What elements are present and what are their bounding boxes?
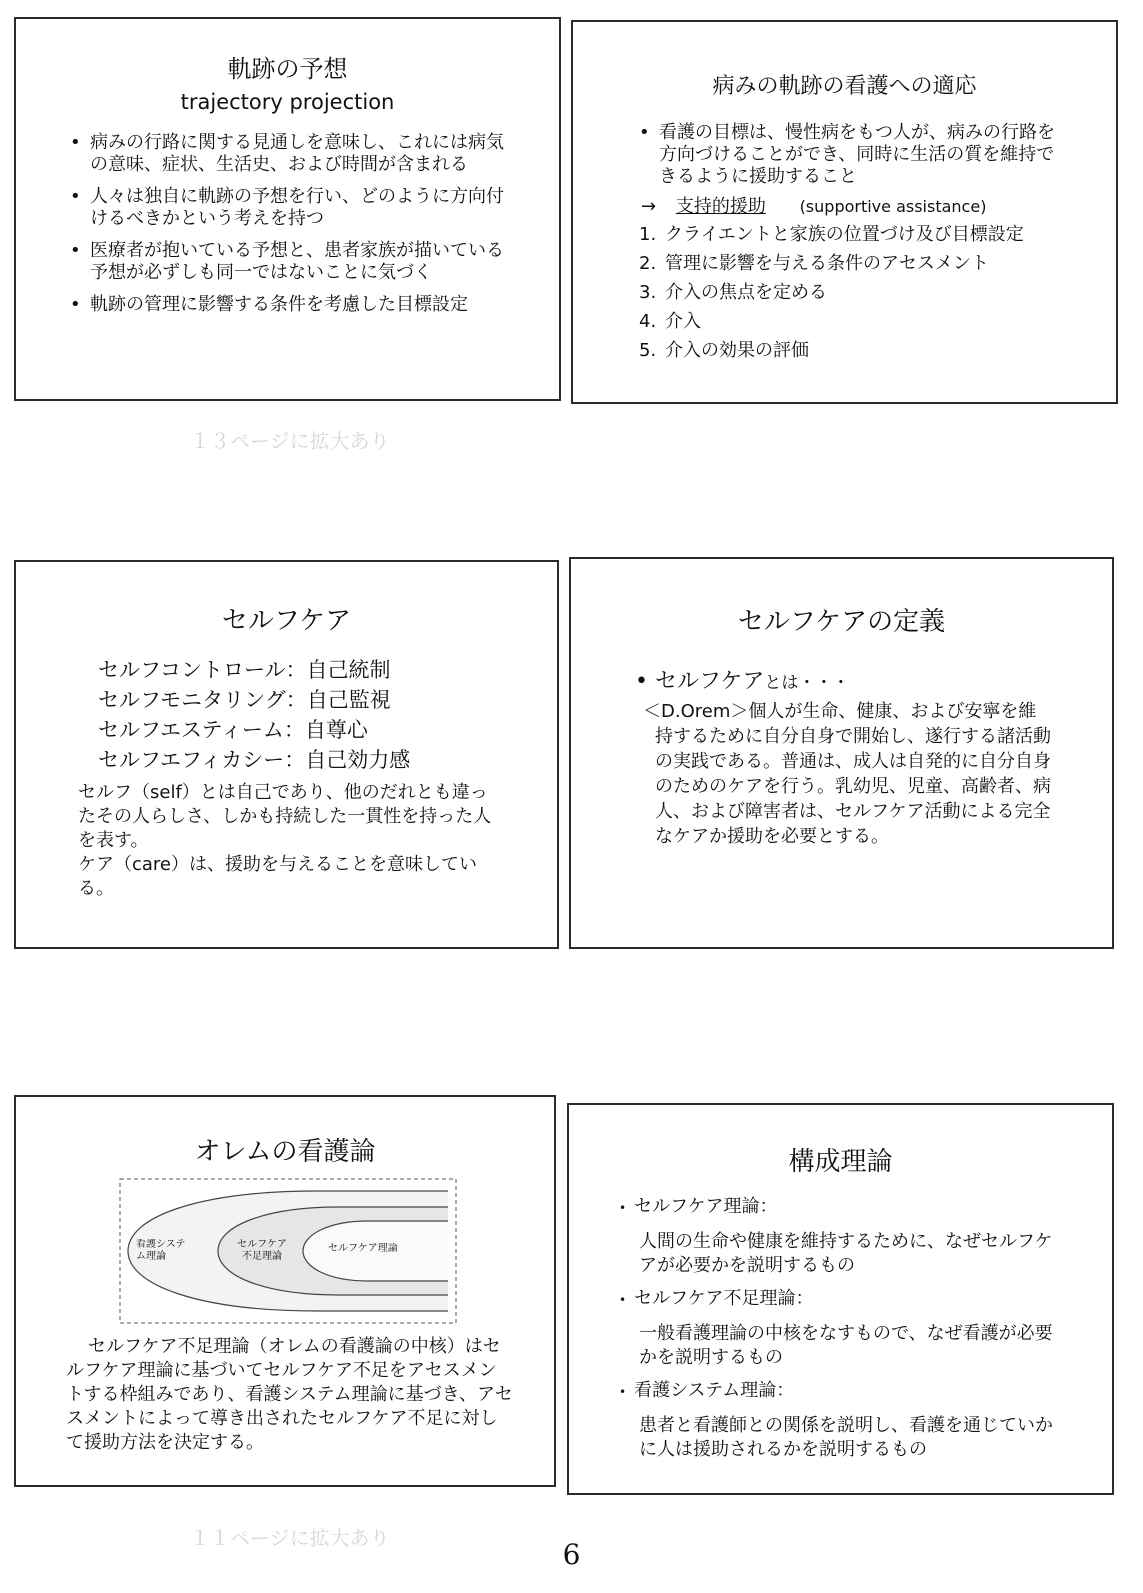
slide-component-theories	[567, 1103, 1114, 1495]
definition-heading: • セルフケアとは・・・	[635, 669, 850, 694]
theory-label: • セルフケア理論：	[619, 1196, 778, 1217]
definition-intro: とは・・・	[764, 673, 850, 693]
diagram-label-middle: セルフケア不足理論	[237, 1239, 287, 1262]
slide-title: セルフケアの定義	[737, 607, 946, 637]
orem-definition: ＜D.Orem＞個人が生命、健康、および安寧を維持するために自分自身で開始し、遂行する諸活動の実践である。普通は、成人は自発的に自分自身のためのケアを行う。乳幼児、児童、高齢者、病人、および障害者は、セルフケア活動による完全なケアか援助を必要とする。	[643, 701, 1051, 847]
slide-orem-nursing-theory	[14, 1095, 556, 1487]
theory-list	[619, 1192, 1066, 1462]
orem-theory-description: セルフケア不足理論（オレムの看護論の中核）はセルフケア理論に基づいてセルフケア不足をアセスメントする枠組みであり、看護システム理論に基づき、アセスメントによって導き出されたセルフケア不足に対して援助方法を決定する。	[66, 1336, 513, 1453]
theory-item	[619, 1284, 1066, 1370]
diagram-label-outer: 看護システム理論	[136, 1239, 186, 1262]
list-item: • 病みの行路に関する見通しを意味し、これには病気の意味、症状、生活史、および時間が含まれる	[68, 132, 519, 176]
slide-trajectory-projection	[14, 17, 561, 401]
theory-desc: 人間の生命や健康を維持するために、なぜセルフケアが必要かを説明するもの	[639, 1231, 1053, 1276]
theory-item	[619, 1192, 1066, 1278]
self-care-term: セルフケア	[654, 669, 765, 694]
list-item: 3. 介入の焦点を定める	[639, 281, 827, 303]
term-self-monitoring: セルフモニタリング：自己監視	[98, 688, 391, 712]
theory-label: • 看護システム理論：	[619, 1380, 795, 1401]
term-self-esteem: セルフエスティーム：自尊心	[98, 718, 368, 742]
term-self-efficacy: セルフエフィカシー：自己効力感	[98, 748, 411, 772]
slide-title: セルフケア	[221, 606, 352, 636]
slide-self-care	[14, 560, 559, 949]
term-self-control: セルフコントロール：自己統制	[98, 658, 391, 682]
diagram-label-inner: セルフケア理論	[328, 1243, 398, 1254]
theory-diagram	[118, 1177, 458, 1325]
slide-title: オレムの看護論	[194, 1137, 376, 1167]
list-item: • 医療者が抱いている予想と、患者家族が描いている予想が必ずしも同一ではないことに気づく	[68, 240, 519, 284]
bleed-through-1: １３ページに拡大あり	[190, 429, 390, 453]
arrow-icon: →	[641, 195, 657, 217]
theory-desc: 患者と看護師との関係を説明し、看護を通じていかに人は援助されるかを説明するもの	[639, 1415, 1053, 1460]
list-item: 2. 管理に影響を与える条件のアセスメント	[639, 252, 989, 274]
list-item: • 看護の目標は、慢性病をもつ人が、病みの行路を方向づけることができ、同時に生活の質を維持できるように援助すること	[637, 122, 1066, 188]
bleed-through-2: １１ページに拡大あり	[190, 1526, 390, 1550]
slide-self-care-definition	[569, 557, 1114, 949]
theory-desc: 一般看護理論の中核をなすもので、なぜ看護が必要かを説明するもの	[639, 1323, 1053, 1368]
slide-title: 軌跡の予想	[227, 55, 348, 83]
bullet-list	[637, 122, 1066, 188]
self-definition: セルフ（self）とは自己であり、他のだれとも違ったその人らしさ、しかも持続した一貫性を持った人を表す。	[78, 782, 492, 851]
list-item: 4. 介入	[639, 310, 701, 332]
theory-item	[619, 1376, 1066, 1462]
supportive-jp: 支持的援助	[675, 195, 766, 217]
supportive-assistance-line	[641, 192, 1116, 218]
list-item: • 人々は独自に軌跡の予想を行い、どのように方向付けるべきかという考えを持つ	[68, 186, 519, 230]
list-item: 5. 介入の効果の評価	[639, 339, 809, 361]
slide-title: 病みの軌跡の看護への適応	[712, 74, 977, 99]
terms-list	[98, 655, 557, 775]
theory-label: • セルフケア不足理論：	[619, 1288, 814, 1309]
care-definition: ケア（care）は、援助を与えることを意味している。	[78, 854, 478, 899]
slide-title: 構成理論	[788, 1147, 893, 1177]
supportive-en: (supportive assistance)	[799, 196, 987, 216]
bullet-list	[68, 132, 519, 316]
list-item: • 軌跡の管理に影響する条件を考慮した目標設定	[68, 294, 519, 316]
list-item: 1. クライエントと家族の位置づけ及び目標設定	[639, 223, 1024, 245]
slide-nursing-application	[571, 20, 1118, 404]
steps-list	[639, 224, 1086, 362]
slide-subtitle: trajectory projection	[180, 90, 395, 114]
page-number: 6	[562, 1538, 581, 1571]
